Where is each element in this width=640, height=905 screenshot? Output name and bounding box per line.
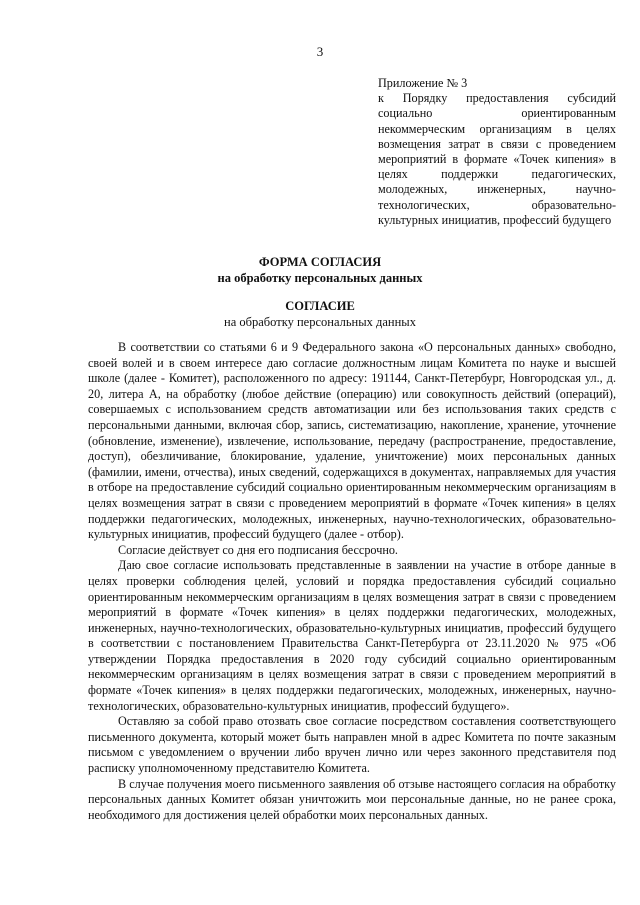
consent-heading — [0, 298, 640, 330]
appendix-block — [378, 76, 616, 228]
paragraph: Согласие действует со дня его подписания бессрочно. — [118, 542, 398, 557]
appendix-title: Приложение № 3 — [378, 76, 468, 90]
appendix-body: к Порядку предоставления субсидий социально ориентированным некоммерческим организациям в целях возмещения затрат в связи с проведением мероприятий в формате «Точек кипения» в целях поддержки педагогических, молодежных, инженерных, научно-технологических, образовательно-культурных инициатив, профессий будущего — [378, 91, 616, 227]
consent-title: СОГЛАСИЕ — [285, 299, 355, 313]
form-heading — [0, 254, 640, 286]
consent-subtitle: на обработку персональных данных — [224, 315, 416, 329]
paragraph: Оставляю за собой право отозвать свое согласие посредством составления соответствующего письменного документа, который может быть направлен мной в адрес Комитета по почте заказным письмом с уведомлением о вручении либо вручен лично или через законного представителя под расписку уполномоченному представителю Комитета. — [88, 714, 616, 776]
paragraph: В соответствии со статьями 6 и 9 Федерального закона «О персональных данных» свободно, своей волей и в своем интересе даю согласие должностным лицам Комитета по науке и высшей школе (далее - Комитет), расположенного по адресу: 191144, Санкт-Петербург, Новгородская ул., д. 20, литера А, на обработку (любое действие (операцию) или совокупность действий (операций), совершаемых с использованием средств автоматизации или без использования таких средств с персональными данными, включая сбор, запись, систематизацию, накопление, хранение, уточнение (обновление, изменение), извлечение, использование, передачу (распространение, предоставление, доступ), обезличивание, блокирование, удаление, уничтожение) моих персональных данных (фамилии, имени, отчества), иных сведений, содержащихся в документах, направляемых для участия в отборе на предоставление субсидий социально ориентированным некоммерческим организациям в целях возмещения затрат в связи с проведением мероприятий в формате «Точек кипения» в целях поддержки педагогических, молодежных, инженерных, научно-технологических, образовательно-культурных инициатив, профессий будущего (далее - отбор). — [88, 340, 616, 542]
consent-body — [88, 340, 616, 823]
paragraph: В случае получения моего письменного заявления об отзыве настоящего согласия на обработку персональных данных Комитет обязан уничтожить мои персональные данные, но не ранее срока, необходимого для достижения целей обработки моих персональных данных. — [88, 776, 616, 822]
paragraph: Даю свое согласие использовать представленные в заявлении на участие в отборе данные в целях проверки соблюдения целей, условий и порядка предоставления субсидий социально ориентированным некоммерческим организациям в целях возмещения затрат в связи с проведением мероприятий в формате «Точек кипения» в целях поддержки педагогических, молодежных, инженерных, научно-технологических, образовательно-культурных инициатив, профессий будущего в соответствии с постановлением Правительства Санкт-Петербурга от 23.11.2020 № 975 «Об утверждении Порядка предоставления в 2020 году субсидий социально ориентированным некоммерческим организациям в целях возмещения затрат в связи с проведением мероприятий в формате «Точек кипения» в целях поддержки педагогических, молодежных, инженерных, научно-технологических, образовательно-культурных инициатив, профессий будущего». — [88, 558, 616, 713]
form-title: ФОРМА СОГЛАСИЯ — [258, 255, 382, 269]
form-subtitle: на обработку персональных данных — [217, 271, 423, 285]
page-number: 3 — [316, 44, 324, 59]
